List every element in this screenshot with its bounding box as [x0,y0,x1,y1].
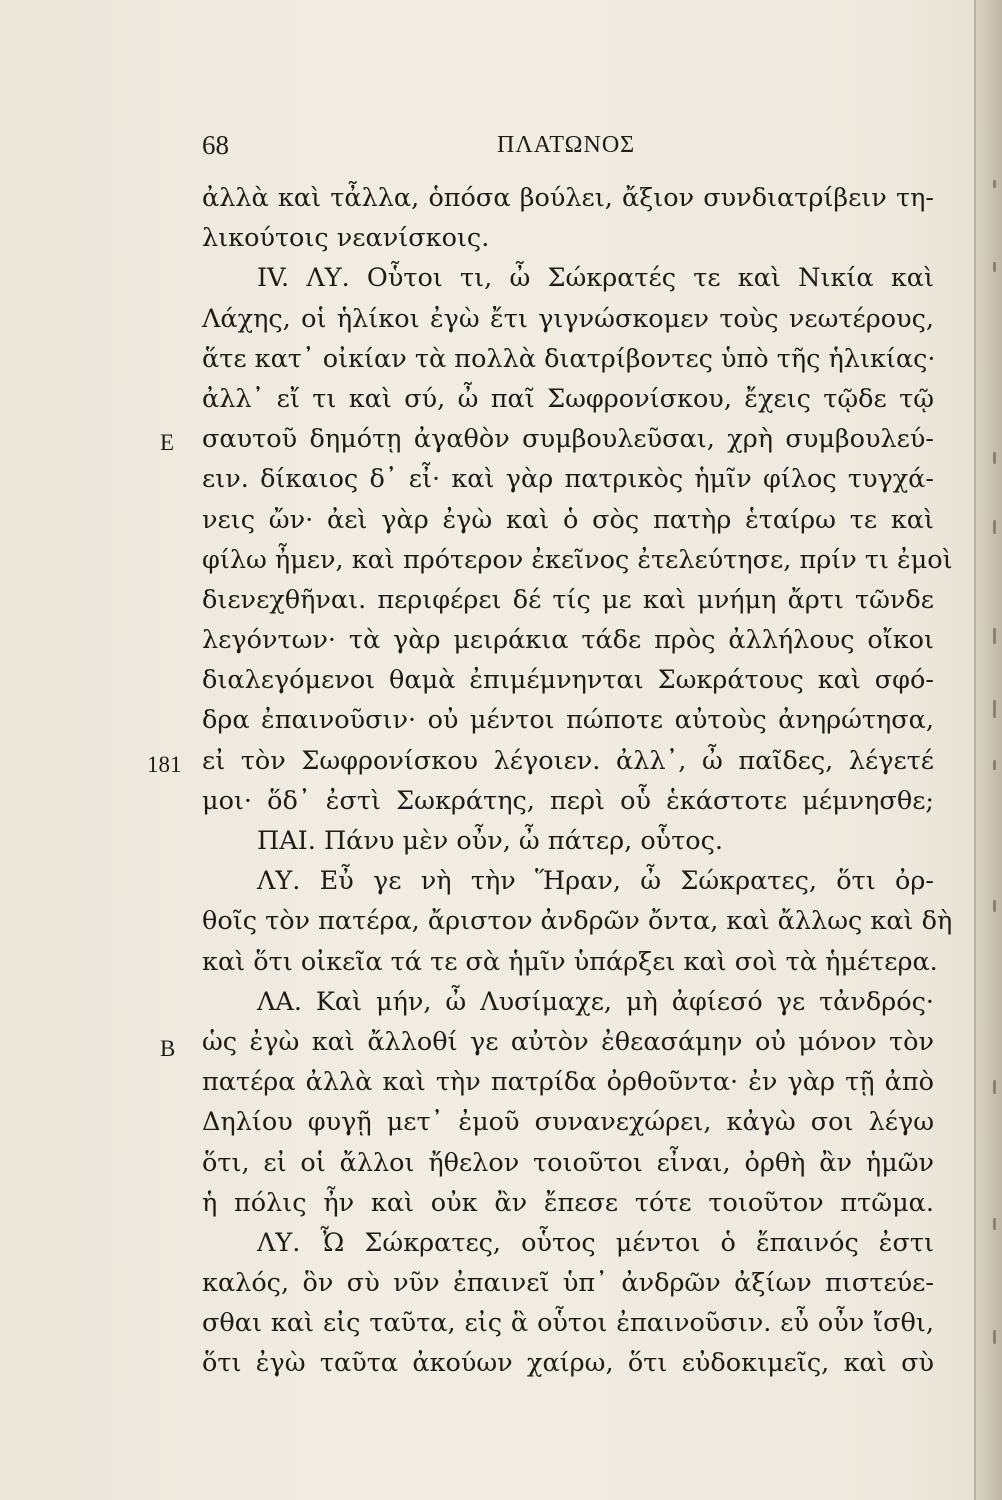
page-number: 68 [202,130,229,160]
text-line: λεγόντων· τὰ γὰρ μειράκια τάδε πρὸς ἀλλήλους οἴκοι [202,625,934,656]
text-line: δρα ἐπαινοῦσιν· οὐ μέντοι πώποτε αὐτοὺς ἀνηρώτησα, [202,705,934,736]
text-line: εἰ τὸν Σωφρονίσκου λέγοιεν. ἀλλ᾽, ὦ παῖδες, λέγετέ [202,745,934,776]
text-line: καλός, ὃν σὺ νῦν ἐπαινεῖ ὑπ᾽ ἀνδρῶν ἀξίων πιστεύε- [202,1268,934,1299]
text-line: ειν. δίκαιος δ᾽ εἶ· καὶ γὰρ πατρικὸς ἡμῖν φίλος τυγχά- [202,464,934,495]
text-line: μοι· ὅδ᾽ ἐστὶ Σωκράτης, περὶ οὗ ἑκάστοτε μέμνησθε; [202,785,934,816]
text-line: σθαι καὶ εἰς ταῦτα, εἰς ἃ οὗτοι ἐπαινοῦσιν. εὖ οὖν ἴσθι, [202,1308,934,1339]
text-line: Δηλίου φυγῇ μετ᾽ ἐμοῦ συνανεχώρει, κἀγὼ σοι λέγω [202,1107,934,1138]
text-line: ἡ πόλις ἦν καὶ οὐκ ἂν ἔπεσε τότε τοιοῦτον πτῶμα. [202,1187,934,1218]
text-line: IV. ΛΥ. Οὗτοι τι, ὦ Σώκρατές τε καὶ Νικία καὶ [257,263,934,294]
text-line: νεις ὤν· ἀεὶ γὰρ ἐγὼ καὶ ὁ σὸς πατὴρ ἑταίρω τε καὶ [202,504,934,535]
page-header [202,130,934,170]
text-line: Λάχης, οἱ ἡλίκοι ἐγὼ ἔτι γιγνώσκομεν τοὺς νεωτέρους, [202,303,934,334]
text-line: ὅτι ἐγὼ ταῦτα ἀκούων χαίρω, ὅτι εὐδοκιμεῖς, καὶ σὺ [202,1348,934,1379]
text-line: λικούτοις νεανίσκοις. [202,223,490,254]
text-line: σαυτοῦ δημότῃ ἀγαθὸν συμβουλεῦσαι, χρὴ συμβουλεύ- [202,424,934,455]
gutter-mark [993,262,996,272]
text-line: ὡς ἐγὼ καὶ ἄλλοθί γε αὐτὸν ἐθεασάμην οὐ μόνον τὸν [202,1026,934,1057]
text-line: πατέρα ἀλλὰ καὶ τὴν πατρίδα ὀρθοῦντα· ἐν γὰρ τῇ ἀπὸ [202,1067,934,1098]
gutter-mark [993,452,996,464]
page-gutter [974,0,1002,1500]
gutter-mark [993,1218,996,1230]
text-line: ὅτι, εἰ οἱ ἄλλοι ἤθελον τοιοῦτοι εἶναι, ὀρθὴ ἂν ἡμῶν [202,1147,934,1178]
text-line: ΛΑ. Καὶ μήν, ὦ Λυσίμαχε, μὴ ἀφίεσό γε τἀνδρός· [257,986,934,1017]
margin-note-b: B [160,1036,176,1061]
text-line: καὶ ὅτι οἰκεῖα τά τε σὰ ἡμῖν ὑπάρξει καὶ σοὶ τὰ ἡμέτερα. [202,946,938,977]
text-line: ἅτε κατ᾽ οἰκίαν τὰ πολλὰ διατρίβοντες ὑπὸ τῆς ἡλικίας· [202,343,936,374]
text-line: ΛΥ. Εὖ γε νὴ τὴν Ἥραν, ὦ Σώκρατες, ὅτι ὀρ- [257,866,934,897]
gutter-mark [993,700,996,718]
margin-note-e: E [160,430,175,455]
text-line: ΠΑΙ. Πάνυ μὲν οὖν, ὦ πάτερ, οὗτος. [257,826,724,856]
text-line: ἀλλ᾽ εἴ τι καὶ σύ, ὦ παῖ Σωφρονίσκου, ἔχεις τῷδε τῷ [202,383,934,414]
gutter-mark [993,180,996,188]
text-line: θοῖς τὸν πατέρα, ἄριστον ἀνδρῶν ὄντα, καὶ ἄλλως καὶ δὴ [202,906,953,937]
text-line: διενεχθῆναι. περιφέρει δέ τίς με καὶ μνήμη ἄρτι τῶνδε [202,584,934,615]
gutter-mark [993,628,996,644]
gutter-mark [993,1080,996,1094]
gutter-mark [993,760,996,770]
text-line: φίλω ἦμεν, καὶ πρότερον ἐκεῖνος ἐτελεύτησε, πρίν τι ἐμοὶ [202,544,953,575]
gutter-mark [993,900,996,912]
text-line: διαλεγόμενοι θαμὰ ἐπιμέμνηνται Σωκράτους καὶ σφό- [202,665,934,696]
body-text [202,178,953,1384]
text-line: ἀλλὰ καὶ τἆλλα, ὁπόσα βούλει, ἄξιον συνδιατρίβειν τη- [202,183,934,213]
text-line: ΛΥ. Ὦ Σώκρατες, οὗτος μέντοι ὁ ἔπαινός ἐστι [257,1227,934,1258]
gutter-mark [993,1330,996,1344]
margin-note-181: 181 [147,752,182,777]
gutter-mark [993,520,996,534]
running-title: ΠΛΑΤΩΝΟΣ [497,132,636,158]
